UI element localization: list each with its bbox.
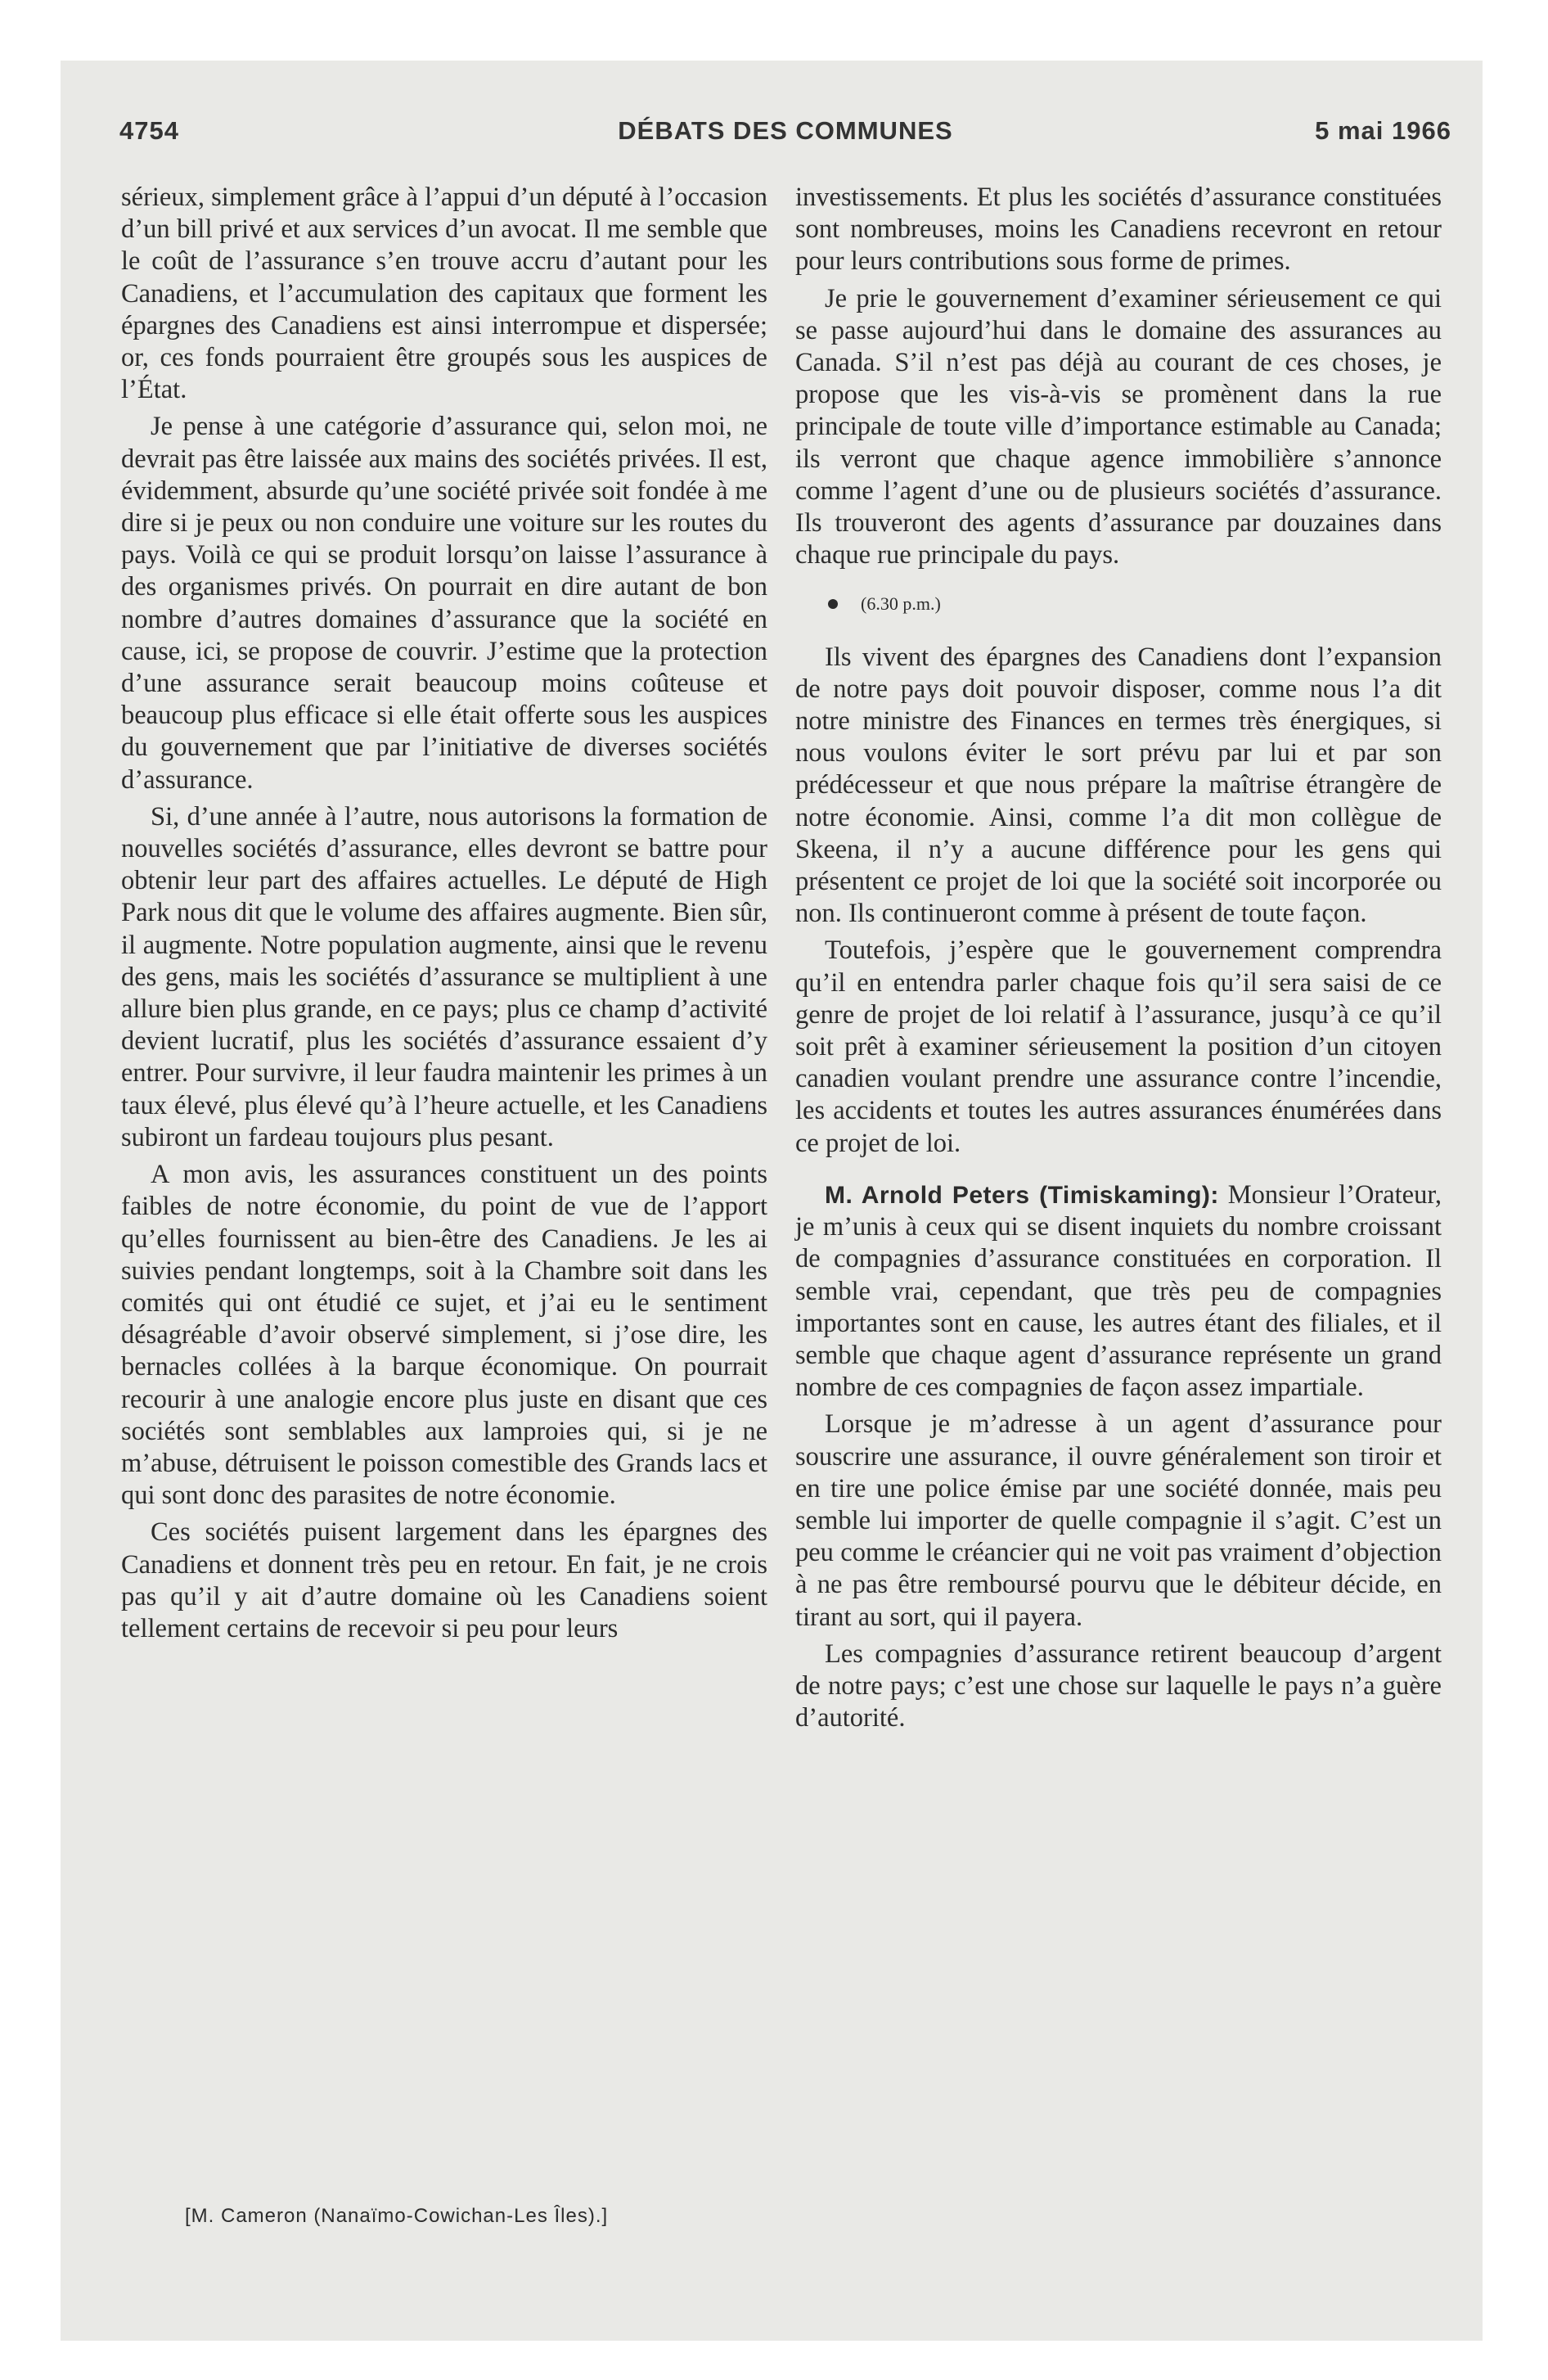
time-stamp-text: (6.30 p.m.) [861, 593, 941, 615]
paragraph: Je prie le gouvernement d’examiner sérieusement ce qui se passe aujourd’hui dans le domaine des assurances au Canada. S’il n’est pas déjà au courant de ces choses, je propose que les vis-à-vis se promènent dans la rue principale de toute ville d’importance estimable au Canada; ils verront que chaque agence immobilière s’annonce comme l’agent d’une ou de plusieurs sociétés d’assurance. Ils trouveront des agents d’assurance par douzaines dans chaque rue principale du pays. [795, 283, 1442, 570]
page-date: 5 mai 1966 [1315, 116, 1451, 145]
bullet-icon [828, 599, 838, 609]
speech-text: Monsieur l’Orateur, je m’unis à ceux qui se disent inquiets du nombre croissant de compagnies d’assurance constituées en corporation. Il semble vrai, cependant, que très peu de compagnies importantes sont en cause, les autres étant des filiales, et il semble que chaque agent d’assurance représente un grand nombre de ces compagnies de façon assez impartiale. [795, 1179, 1442, 1403]
time-stamp [828, 588, 1442, 620]
paragraph: investissements. Et plus les sociétés d’assurance constituées sont nombreuses, moins les Canadiens recevront en retour pour leurs contributions sous forme de primes. [795, 183, 1442, 277]
paragraph: Ils vivent des épargnes des Canadiens dont l’expansion de notre pays doit pouvoir disposer, comme nous l’a dit notre ministre des Finances en termes très énergiques, si nous voulons éviter le sort prévu par lui et par son prédécesseur et que nous prépare la maîtrise étrangère de notre économie. Ainsi, comme l’a dit mon collègue de Skeena, il n’y a aucune différence pour les gens qui présentent ce projet de loi que la société soit incorporée ou non. Ils continueront comme à présent de toute façon. [795, 642, 1442, 929]
paragraph: Si, d’une année à l’autre, nous autorisons la formation de nouvelles sociétés d’assurance, elles devront se battre pour obtenir leur part des affaires actuelles. Le député de High Park nous dit que le volume des affaires augmente. Bien sûr, il augmente. Notre population augmente, ainsi que le revenu des gens, mais les sociétés d’assurance se multiplient à une allure bien plus grande, en ce pays; plus ce champ d’activité devient lucratif, plus les sociétés d’assurance essaient d’y entrer. Pour survivre, il leur faudra maintenir les primes à un taux élevé, plus élevé qu’à l’heure actuelle, et les Canadiens subiront un fardeau toujours plus pesant. [121, 801, 767, 1152]
paragraph: Les compagnies d’assurance retirent beaucoup d’argent de notre pays; c’est une chose sur laquelle le pays n’a guère d’autorité. [795, 1639, 1442, 1733]
paragraph: Ces sociétés puisent largement dans les épargnes des Canadiens et donnent très peu en retour. En fait, je ne crois pas qu’il y ait d’autre domaine où les Canadiens soient tellement certains de recevoir si peu pour leurs [121, 1517, 767, 1643]
speech-paragraph [795, 1179, 1442, 1404]
speaker-name: M. Arnold Peters (Timiskaming): [825, 1181, 1219, 1209]
speaker-reference: [M. Cameron (Nanaïmo-Cowichan-Les Îles).] [185, 2205, 609, 2227]
right-column [795, 182, 1442, 1739]
page-number: 4754 [119, 116, 179, 145]
paragraph: Toutefois, j’espère que le gouvernement comprendra qu’il en entendra parler chaque fois qu’il sera saisi de ce genre de projet de loi relatif à l’assurance, jusqu’à ce qu’il soit prêt à examiner sérieusement la position d’un citoyen canadien voulant prendre une assurance contre l’incendie, les accidents et toutes les autres assurances énumérées dans ce projet de loi. [795, 935, 1442, 1158]
paragraph: sérieux, simplement grâce à l’appui d’un député à l’occasion d’un bill privé et aux services d’un avocat. Il me semble que le coût de l’assurance s’en trouve accru d’autant pour les Canadiens, et l’accumulation des capitaux que forment les épargnes des Canadiens est ainsi interrompue et dispersée; or, ces fonds pourraient être groupés sous les auspices de l’État. [121, 183, 767, 405]
left-column [121, 182, 767, 1650]
page-header [119, 116, 1451, 157]
running-title: DÉBATS DES COMMUNES [618, 116, 953, 145]
paragraph: A mon avis, les assurances constituent un des points faibles de notre économie, du point de vue de l’apport qu’elles fournissent au bien-être des Canadiens. Je les ai suivies pendant longtemps, soit à la Chambre soit dans les comités qui ont étudié ce sujet, et j’ai eu le sentiment désagréable d’avoir observé simplement, si j’ose dire, les bernacles collées à la barque économique. On pourrait recourir à une analogie encore plus juste en disant que ces sociétés sont semblables aux lamproies qui, si je ne m’abuse, détruisent le poisson comestible des Grands lacs et qui sont donc des parasites de notre économie. [121, 1160, 767, 1511]
paragraph: Lorsque je m’adresse à un agent d’assurance pour souscrire une assurance, il ouvre généralement son tiroir et en tire une police émise par une société donnée, mais peu semble lui importer de quelle compagnie il s’agit. C’est un peu comme le créancier qui ne voit pas vraiment d’objection à ne pas être remboursé pourvu que le débiteur décide, en tirant au sort, qui il payera. [795, 1409, 1442, 1632]
paragraph: Je pense à une catégorie d’assurance qui, selon moi, ne devrait pas être laissée aux mains des sociétés privées. Il est, évidemment, absurde qu’une société privée soit fondée à me dire si je peux ou non conduire une voiture sur les routes du pays. Voilà ce qui se produit lorsqu’on laisse l’assurance à des organismes privés. On pourrait en dire autant de bon nombre d’autres domaines d’assurance que la société en cause, ici, se propose de couvrir. J’estime que la protection d’une assurance serait beaucoup moins coûteuse et beaucoup plus efficace si elle était offerte sous les auspices du gouvernement que par l’initiative de diverses sociétés d’assurance. [121, 412, 767, 795]
